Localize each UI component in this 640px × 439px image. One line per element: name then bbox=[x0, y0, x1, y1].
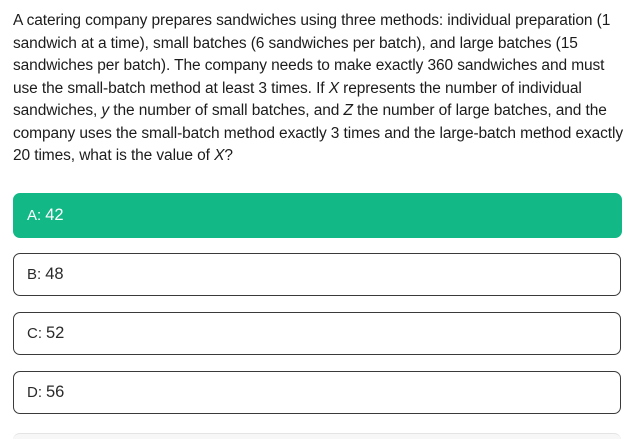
question-part1: A catering company prepares sandwiches using three methods: individual preparation (1 sandwich at a time), small batches (6 sandwiches per batch), and large batches (15 sandwiches per batch). The company needs to make exactly 360 sandwiches and must use the small-batch method at least 3 times. If bbox=[13, 12, 611, 97]
variable-x: X bbox=[328, 79, 339, 97]
variable-x-2: X bbox=[214, 147, 225, 164]
option-b-value: 48 bbox=[45, 265, 64, 283]
question-part5: ? bbox=[224, 147, 233, 164]
next-card-edge bbox=[13, 433, 621, 439]
option-c-letter: C: bbox=[27, 325, 42, 342]
option-b[interactable] bbox=[13, 253, 621, 296]
option-d[interactable] bbox=[13, 371, 621, 414]
option-a-value: 42 bbox=[45, 206, 64, 224]
option-c[interactable] bbox=[13, 312, 621, 355]
option-a-letter: A: bbox=[27, 207, 42, 224]
option-b-letter: B: bbox=[27, 266, 42, 283]
option-a[interactable] bbox=[13, 193, 622, 238]
question-part2: represents the number of individual sandwiches, bbox=[13, 79, 582, 119]
variable-z: Z bbox=[343, 102, 353, 119]
question-text bbox=[13, 10, 627, 168]
question-part4: the number of large batches, and the company uses the small-batch method exactly 3 times and the large-batch method exactly 20 times, what is the value of bbox=[13, 102, 623, 164]
variable-y: y bbox=[101, 102, 110, 119]
option-c-value: 52 bbox=[46, 324, 65, 342]
option-d-letter: D: bbox=[27, 384, 42, 401]
question-part3: the number of small batches, and bbox=[109, 102, 344, 119]
option-d-value: 56 bbox=[46, 383, 65, 401]
